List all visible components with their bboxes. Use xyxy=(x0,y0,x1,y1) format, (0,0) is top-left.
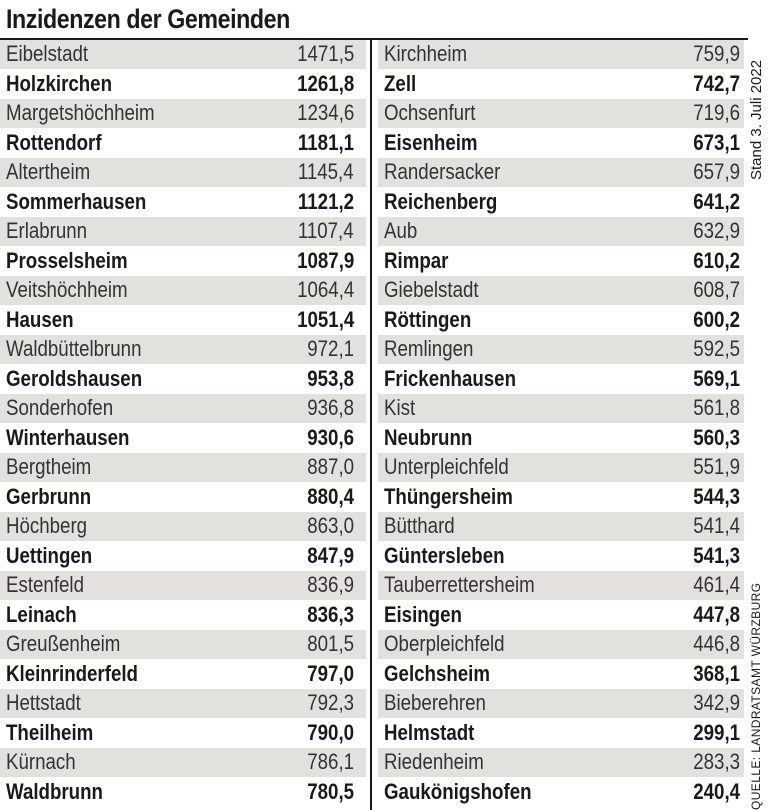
municipality-name: Holzkirchen xyxy=(6,70,112,96)
table-row xyxy=(378,40,744,70)
table-row xyxy=(378,394,744,424)
incidence-value: 719,6 xyxy=(693,100,740,126)
incidence-value: 1261,8 xyxy=(296,70,354,96)
incidence-value: 560,3 xyxy=(693,424,740,450)
table-row xyxy=(0,689,366,719)
table-row xyxy=(378,247,744,277)
table-row xyxy=(0,778,366,808)
table-row xyxy=(378,158,744,188)
municipality-name: Thüngersheim xyxy=(384,483,513,509)
incidence-value: 632,9 xyxy=(693,218,740,244)
incidence-value: 446,8 xyxy=(693,631,740,657)
incidence-value: 447,8 xyxy=(693,601,740,627)
incidence-value: 461,4 xyxy=(693,572,740,598)
municipality-name: Kürnach xyxy=(6,749,76,775)
municipality-name: Hausen xyxy=(6,306,74,332)
municipality-name: Aub xyxy=(384,218,418,244)
incidence-value: 972,1 xyxy=(307,336,354,362)
municipality-name: Ochsenfurt xyxy=(384,100,476,126)
municipality-name: Rimpar xyxy=(384,247,449,273)
table-row xyxy=(0,40,366,70)
municipality-name: Sommerhausen xyxy=(6,188,147,214)
table-row xyxy=(0,424,366,454)
table-row xyxy=(378,306,744,336)
incidence-value: 610,2 xyxy=(693,247,740,273)
table-row xyxy=(0,306,366,336)
table-row xyxy=(378,424,744,454)
municipality-name: Kirchheim xyxy=(384,41,468,67)
incidence-value: 1471,5 xyxy=(296,41,354,67)
municipality-name: Unterpleichfeld xyxy=(384,454,509,480)
table-row xyxy=(0,99,366,129)
incidence-value: 801,5 xyxy=(307,631,354,657)
incidence-value: 569,1 xyxy=(693,365,740,391)
municipality-name: Höchberg xyxy=(6,513,88,539)
right-column xyxy=(378,40,744,807)
incidence-value: 657,9 xyxy=(693,159,740,185)
incidence-value: 541,3 xyxy=(693,542,740,568)
table-row xyxy=(378,99,744,129)
table-row xyxy=(0,748,366,778)
incidence-value: 283,3 xyxy=(693,749,740,775)
municipality-name: Güntersleben xyxy=(384,542,505,568)
municipality-name: Winterhausen xyxy=(6,424,130,450)
incidence-value: 541,4 xyxy=(693,513,740,539)
incidence-value: 847,9 xyxy=(307,542,354,568)
table-row xyxy=(378,276,744,306)
table-row xyxy=(0,129,366,159)
left-column xyxy=(0,40,366,807)
municipality-name: Tauberrettersheim xyxy=(384,572,535,598)
municipality-name: Erlabrunn xyxy=(6,218,88,244)
table-row xyxy=(0,512,366,542)
table-row xyxy=(0,630,366,660)
incidence-value: 780,5 xyxy=(307,778,354,804)
municipality-name: Prosselsheim xyxy=(6,247,128,273)
table-row xyxy=(378,778,744,808)
incidence-value: 742,7 xyxy=(693,70,740,96)
municipality-name: Bütthard xyxy=(384,513,455,539)
municipality-name: Bieberehren xyxy=(384,690,486,716)
municipality-name: Neubrunn xyxy=(384,424,473,450)
table-row xyxy=(0,571,366,601)
table-row xyxy=(378,719,744,749)
municipality-name: Rottendorf xyxy=(6,129,102,155)
municipality-name: Sonderhofen xyxy=(6,395,114,421)
date-note: Stand 3. Juli 2022 xyxy=(748,59,765,180)
incidence-value: 880,4 xyxy=(307,483,354,509)
incidence-value: 240,4 xyxy=(693,778,740,804)
incidence-value: 930,6 xyxy=(307,424,354,450)
table-row xyxy=(378,660,744,690)
incidence-value: 561,8 xyxy=(693,395,740,421)
table-row xyxy=(378,188,744,218)
municipality-name: Geroldshausen xyxy=(6,365,143,391)
municipality-name: Reichenberg xyxy=(384,188,498,214)
incidence-value: 600,2 xyxy=(693,306,740,332)
incidence-value: 1087,9 xyxy=(296,247,354,273)
table-row xyxy=(378,571,744,601)
incidence-value: 544,3 xyxy=(693,483,740,509)
incidence-value: 1121,2 xyxy=(297,188,354,214)
municipality-name: Veitshöchheim xyxy=(6,277,128,303)
incidence-value: 1051,4 xyxy=(296,306,354,332)
incidence-value: 1107,4 xyxy=(298,218,354,244)
incidence-value: 953,8 xyxy=(307,365,354,391)
table-row xyxy=(0,188,366,218)
incidence-value: 792,3 xyxy=(307,690,354,716)
incidence-value: 759,9 xyxy=(693,41,740,67)
table-row xyxy=(378,748,744,778)
municipality-name: Helmstadt xyxy=(384,719,475,745)
municipality-name: Giebelstadt xyxy=(384,277,479,303)
incidence-value: 936,8 xyxy=(307,395,354,421)
municipality-name: Greußenheim xyxy=(6,631,121,657)
column-divider xyxy=(370,40,372,810)
municipality-name: Randersacker xyxy=(384,159,501,185)
incidence-value: 797,0 xyxy=(307,660,354,686)
table-row xyxy=(0,453,366,483)
municipality-name: Waldbrunn xyxy=(6,778,103,804)
incidence-value: 836,3 xyxy=(307,601,354,627)
municipality-name: Theilheim xyxy=(6,719,94,745)
municipality-name: Riedenheim xyxy=(384,749,484,775)
table-row xyxy=(378,365,744,395)
table-row xyxy=(0,483,366,513)
municipality-name: Gaukönigshofen xyxy=(384,778,532,804)
incidence-value: 836,9 xyxy=(307,572,354,598)
incidence-value: 1234,6 xyxy=(296,100,354,126)
table-row xyxy=(0,335,366,365)
incidence-value: 342,9 xyxy=(693,690,740,716)
municipality-name: Hettstadt xyxy=(6,690,81,716)
municipality-name: Waldbüttelbrunn xyxy=(6,336,142,362)
table-row xyxy=(0,70,366,100)
municipality-name: Zell xyxy=(384,70,417,96)
table-row xyxy=(378,453,744,483)
municipality-name: Kleinrinderfeld xyxy=(6,660,138,686)
municipality-name: Bergtheim xyxy=(6,454,92,480)
incidence-value: 299,1 xyxy=(693,719,740,745)
municipality-name: Remlingen xyxy=(384,336,474,362)
table-row xyxy=(0,365,366,395)
municipality-name: Frickenhausen xyxy=(384,365,516,391)
table-row xyxy=(0,217,366,247)
incidence-value: 592,5 xyxy=(693,336,740,362)
incidence-value: 368,1 xyxy=(693,660,740,686)
municipality-name: Eibelstadt xyxy=(6,41,89,67)
incidence-value: 1064,4 xyxy=(296,277,354,303)
table-row xyxy=(378,601,744,631)
incidence-value: 673,1 xyxy=(693,129,740,155)
table-row xyxy=(0,542,366,572)
municipality-name: Eisenheim xyxy=(384,129,478,155)
municipality-name: Röttingen xyxy=(384,306,472,332)
municipality-name: Oberpleichfeld xyxy=(384,631,505,657)
incidence-value: 887,0 xyxy=(307,454,354,480)
municipality-name: Estenfeld xyxy=(6,572,84,598)
municipality-name: Eisingen xyxy=(384,601,462,627)
table-row xyxy=(378,630,744,660)
incidence-value: 790,0 xyxy=(307,719,354,745)
table-row xyxy=(378,689,744,719)
municipality-name: Kist xyxy=(384,395,416,421)
table-row xyxy=(0,394,366,424)
municipality-name: Uettingen xyxy=(6,542,93,568)
incidence-value: 1145,4 xyxy=(298,159,354,185)
table-row xyxy=(0,276,366,306)
incidence-value: 786,1 xyxy=(307,749,354,775)
municipality-name: Leinach xyxy=(6,601,77,627)
municipality-name: Margetshöchheim xyxy=(6,100,155,126)
municipality-name: Gerbrunn xyxy=(6,483,92,509)
source-note: QUELLE: LANDRATSAMT WÜRZBURG xyxy=(749,582,763,810)
table-row xyxy=(378,335,744,365)
table-row xyxy=(378,129,744,159)
table-row xyxy=(0,719,366,749)
municipality-name: Altertheim xyxy=(6,159,91,185)
table-row xyxy=(0,660,366,690)
table-row xyxy=(378,70,744,100)
incidence-value: 641,2 xyxy=(693,188,740,214)
table-row xyxy=(0,601,366,631)
table-row xyxy=(0,247,366,277)
incidence-value: 1181,1 xyxy=(297,129,354,155)
table-row xyxy=(378,512,744,542)
incidence-value: 608,7 xyxy=(693,277,740,303)
incidence-value: 551,9 xyxy=(693,454,740,480)
page-title: Inzidenzen der Gemeinden xyxy=(6,4,290,34)
incidence-value: 863,0 xyxy=(307,513,354,539)
municipality-name: Gelchsheim xyxy=(384,660,491,686)
table-row xyxy=(378,483,744,513)
table-row xyxy=(378,217,744,247)
table-row xyxy=(0,158,366,188)
table-row xyxy=(378,542,744,572)
